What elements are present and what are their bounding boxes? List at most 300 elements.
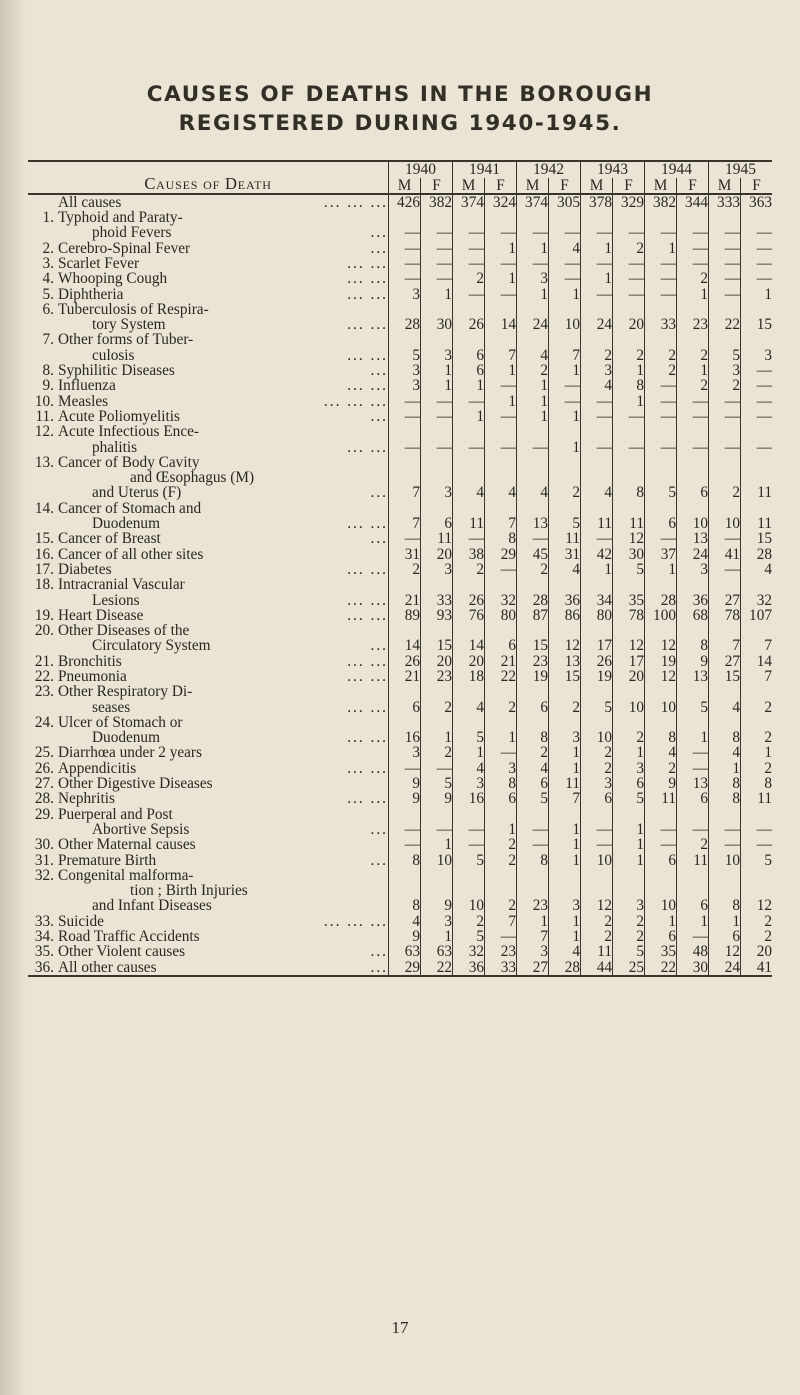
cell-1943-male: — [581,409,613,424]
cell-1942-male: 1 [517,409,549,424]
row-label-text: tion ; Birth Injuries [130,882,248,900]
cell-1942-female: 1 [549,745,581,760]
table-row [28,929,772,944]
row-label-text: Cerebro-Spinal Fever [58,239,191,257]
cell-1944-female: 2 [677,837,709,852]
cell-1940-female: — [421,761,453,776]
cell-1941-female: 21 [485,654,517,669]
cell-1943-male: 12 [581,868,613,914]
cell-1943-male: 4 [581,455,613,501]
cell-1944-male: — [645,409,677,424]
cell-1940-male: 26 [389,654,421,669]
leader-dots: ... ... [347,270,388,288]
cell-1943-male: 2 [581,914,613,929]
row-label-line [28,868,388,883]
cell-1944-male: — [645,394,677,409]
cell-1940-female: 1 [421,287,453,302]
leader-dots: ... ... [347,668,388,685]
cell-1943-male: 2 [581,332,613,363]
cell-1942-male: 23 [517,868,549,914]
row-label-text: Cancer of Breast [58,530,161,548]
cell-1942-female: 12 [549,623,581,654]
cell-1941-female: 1 [485,363,517,378]
cell-1941-male: 16 [453,791,485,806]
table-row [28,531,772,546]
table-row [28,363,772,378]
row-label-line [28,883,388,898]
cell-1944-male: 2 [645,363,677,378]
row-label-line [28,638,388,653]
cell-1943-female: 1 [613,363,645,378]
cell-1944-female: 1 [677,715,709,746]
leader-dots: ... ... ... [323,193,388,211]
row-number: 10. [34,392,54,410]
leader-dots: ... ... [347,515,388,533]
cell-1941-male: 4 [453,455,485,501]
row-label [28,776,389,791]
cell-1945-female: 32 [741,577,773,608]
cell-1944-male: 11 [645,791,677,806]
cell-1941-female: 2 [485,837,517,852]
cell-1943-male: 34 [581,577,613,608]
cell-1945-male: — [709,837,741,852]
causes-of-death-table [28,160,772,977]
cell-1940-male: 16 [389,715,421,746]
table-body [28,194,772,976]
row-label-text: Diphtheria [58,285,124,303]
cell-1943-male: 17 [581,623,613,654]
cell-1944-male: 100 [645,608,677,623]
cell-1944-female: — [677,761,709,776]
cell-1942-male: 45 [517,547,549,562]
cell-1942-female: 1 [549,914,581,929]
leader-dots: ... ... [347,377,388,395]
cell-1945-male: 78 [709,608,741,623]
column-header-1942-male: M [517,178,549,194]
cell-1944-male: 1 [645,562,677,577]
row-label-text: Scarlet Fever [58,254,140,272]
cell-1944-female: — [677,409,709,424]
column-header-year-1945: 1945 [709,161,773,178]
cell-1940-male: — [389,271,421,286]
row-number: 16. [34,545,54,563]
cell-1943-male: 3 [581,776,613,791]
cell-1944-male: 19 [645,654,677,669]
cell-1944-female: 6 [677,868,709,914]
cell-1943-female: 10 [613,684,645,715]
cell-1940-female: 5 [421,776,453,791]
row-label-line [28,623,388,638]
row-label-text: Acute Infectious Ence- [58,423,200,441]
row-label-text: Pneumonia [58,668,127,685]
row-label-text: Premature Birth [58,851,157,869]
cell-1943-female: 5 [613,944,645,959]
row-label-text: Tuberculosis of Respira- [58,300,209,318]
cell-1945-female: 1 [741,287,773,302]
row-label [28,256,389,271]
row-label [28,868,389,914]
cell-1944-female: 36 [677,577,709,608]
cell-1941-female: 324 [485,194,517,210]
cell-1942-female: — [549,394,581,409]
row-label-line [28,577,388,592]
cell-1942-male: 3 [517,271,549,286]
row-number: 5. [42,285,54,303]
cell-1941-male: 6 [453,363,485,378]
leader-dots: ... ... ... [323,392,388,410]
cell-1942-male: 1 [517,378,549,393]
cell-1944-female: 13 [677,669,709,684]
cell-1943-female: 1 [613,394,645,409]
cell-1942-male: — [517,531,549,546]
cell-1945-male: 4 [709,745,741,760]
row-label-text: tory System [92,316,166,334]
cell-1942-female: 3 [549,715,581,746]
row-number: 8. [42,362,54,380]
table-row [28,608,772,623]
cell-1943-female: — [613,271,645,286]
cell-1942-female: 1 [549,761,581,776]
cell-1942-female: 1 [549,409,581,424]
cell-1941-female: 3 [485,761,517,776]
cell-1941-male: 2 [453,914,485,929]
table-row [28,776,772,791]
cell-1944-female: — [677,394,709,409]
row-label [28,455,389,501]
cell-1944-female: 23 [677,302,709,333]
cell-1940-female: — [421,409,453,424]
cell-1940-male: 7 [389,455,421,501]
row-number: 36. [34,958,54,976]
cell-1944-male: — [645,807,677,838]
cell-1940-male: — [389,241,421,256]
cell-1943-female: 3 [613,868,645,914]
cell-1945-female: 20 [741,944,773,959]
cell-1944-male: 2 [645,332,677,363]
page-number: 17 [391,1318,409,1337]
cell-1942-female: 2 [549,455,581,501]
cell-1940-female: — [421,241,453,256]
row-label-line [28,531,388,546]
cell-1941-male: — [453,241,485,256]
table-row [28,302,772,333]
cell-1945-female: — [741,241,773,256]
cell-1941-male: — [453,424,485,455]
row-label-line [28,317,388,332]
cell-1940-male: — [389,394,421,409]
header-year-row [28,161,772,178]
row-label [28,745,389,760]
cell-1940-female: — [421,424,453,455]
row-label-text: Syphilitic Diseases [58,362,175,380]
cell-1944-female: 24 [677,547,709,562]
row-label [28,378,389,393]
cell-1941-female: — [485,424,517,455]
cell-1941-female: — [485,210,517,241]
cell-1940-male: 3 [389,378,421,393]
table-row [28,424,772,455]
cell-1943-male: — [581,807,613,838]
cell-1945-female: — [741,256,773,271]
cell-1943-male: 24 [581,302,613,333]
row-label-line [28,195,388,210]
row-label-text: Ulcer of Stomach or [58,713,183,731]
cell-1944-male: 28 [645,577,677,608]
cell-1943-female: 1 [613,807,645,838]
cell-1945-male: 8 [709,868,741,914]
cell-1940-male: 31 [389,547,421,562]
row-label-line [28,745,388,760]
row-number: 35. [34,943,54,961]
cell-1940-female: 22 [421,960,453,976]
cell-1943-female: 12 [613,531,645,546]
cell-1941-male: 5 [453,929,485,944]
row-label-line [28,730,388,745]
cell-1941-female: 6 [485,623,517,654]
cell-1941-female: 29 [485,547,517,562]
cell-1941-male: 6 [453,332,485,363]
cell-1940-female: 2 [421,684,453,715]
cell-1941-female: 1 [485,715,517,746]
cell-1945-female: — [741,394,773,409]
cell-1945-female: 3 [741,332,773,363]
row-label-line [28,256,388,271]
table-row [28,669,772,684]
row-label-text: All other causes [58,958,157,976]
cell-1944-female: 68 [677,608,709,623]
cell-1940-male: 3 [389,745,421,760]
row-label-text: Bronchitis [58,652,122,670]
cell-1940-female: 20 [421,654,453,669]
row-label [28,853,389,868]
row-number: 12. [34,423,54,441]
cell-1945-male: 12 [709,944,741,959]
cell-1942-female: 3 [549,868,581,914]
cell-1945-male: 27 [709,577,741,608]
row-label-line [28,761,388,776]
row-label [28,791,389,806]
row-label [28,944,389,959]
row-label-line [28,332,388,347]
cell-1940-female: 93 [421,608,453,623]
cell-1944-female: — [677,745,709,760]
cell-1941-male: — [453,837,485,852]
cell-1944-female: — [677,424,709,455]
cell-1942-male: 27 [517,960,549,976]
cell-1943-female: 17 [613,654,645,669]
cell-1942-female: 1 [549,424,581,455]
row-label-text: phoid Fevers [92,224,172,242]
row-label-line [28,944,388,959]
row-label-line [28,424,388,439]
row-number: 30. [34,836,54,854]
cell-1945-male: 41 [709,547,741,562]
cell-1944-male: — [645,287,677,302]
cell-1942-female: 86 [549,608,581,623]
cell-1942-female: 7 [549,332,581,363]
cell-1945-female: 363 [741,194,773,210]
cell-1942-male: — [517,837,549,852]
row-label-text: Puerperal and Post [58,805,173,823]
row-label-text: Typhoid and Paraty- [58,209,183,227]
cell-1944-male: — [645,210,677,241]
cell-1941-female: 1 [485,271,517,286]
cell-1940-male: — [389,807,421,838]
cell-1944-male: 33 [645,302,677,333]
cell-1941-male: 20 [453,654,485,669]
cell-1944-male: 1 [645,241,677,256]
row-label [28,302,389,333]
cell-1941-female: 4 [485,455,517,501]
cell-1944-male: 12 [645,623,677,654]
table-head [28,161,772,194]
leader-dots: ... ... [347,591,388,609]
cell-1941-male: 14 [453,623,485,654]
row-label-line [28,302,388,317]
cell-1941-female: 7 [485,501,517,532]
row-label-line [28,929,388,944]
row-label-line [28,593,388,608]
cell-1941-male: — [453,210,485,241]
cell-1944-female: — [677,807,709,838]
cell-1943-female: — [613,256,645,271]
cell-1944-male: 5 [645,455,677,501]
row-label-text: Heart Disease [58,606,144,624]
row-label-line [28,378,388,393]
row-number: 31. [34,851,54,869]
table-row [28,715,772,746]
row-number: 26. [34,759,54,777]
cell-1942-female: — [549,256,581,271]
cell-1944-female: 3 [677,562,709,577]
cell-1942-male: 4 [517,455,549,501]
cell-1943-female: 25 [613,960,645,976]
leader-dots: ... ... [347,759,388,777]
row-label [28,608,389,623]
cell-1941-female: — [485,745,517,760]
cell-1944-male: 6 [645,853,677,868]
cell-1943-male: 1 [581,241,613,256]
column-header-year-1940: 1940 [389,161,453,178]
row-label-text: Congenital malforma- [58,866,194,884]
column-header-1944-female: F [677,178,709,194]
cell-1940-male: 3 [389,363,421,378]
page-gutter-shadow [0,0,26,1395]
cell-1945-female: 41 [741,960,773,976]
cell-1944-male: — [645,837,677,852]
cell-1941-female: 1 [485,807,517,838]
row-number: 14. [34,499,54,517]
title-line-2: REGISTERED DURING 1940-1945. [178,111,622,136]
cell-1943-male: 2 [581,761,613,776]
table-row [28,501,772,532]
cell-1945-male: 10 [709,853,741,868]
cell-1940-male: 9 [389,776,421,791]
row-number: 23. [34,683,54,701]
cell-1944-female: 344 [677,194,709,210]
cell-1943-male: 80 [581,608,613,623]
cell-1940-male: — [389,761,421,776]
cell-1942-female: 4 [549,944,581,959]
leader-dots: ... [370,530,388,548]
cell-1944-male: 6 [645,929,677,944]
column-header-1941-male: M [453,178,485,194]
row-label-line [28,348,388,363]
row-label-line [28,684,388,699]
table-row [28,287,772,302]
leader-dots: ... ... [347,652,388,670]
cell-1942-male: 15 [517,623,549,654]
row-label-line [28,822,388,837]
cell-1945-female: — [741,271,773,286]
cell-1941-male: 26 [453,577,485,608]
cell-1942-female: 1 [549,929,581,944]
cell-1942-male: 4 [517,761,549,776]
cell-1944-male: 1 [645,914,677,929]
cell-1941-male: 374 [453,194,485,210]
row-label-line [28,562,388,577]
cell-1944-male: — [645,256,677,271]
leader-dots: ... ... [347,606,388,624]
row-label-line [28,501,388,516]
cell-1945-female: 1 [741,745,773,760]
row-label-line [28,271,388,286]
row-label-line [28,898,388,913]
cell-1943-male: 11 [581,501,613,532]
cell-1942-female: 4 [549,241,581,256]
cell-1945-female: 15 [741,531,773,546]
cell-1941-female: 14 [485,302,517,333]
cell-1941-male: 2 [453,562,485,577]
row-label-line [28,210,388,225]
row-label [28,807,389,838]
cell-1945-female: 15 [741,302,773,333]
cell-1940-female: — [421,807,453,838]
cell-1944-female: — [677,210,709,241]
table-row [28,455,772,501]
cell-1943-female: 2 [613,929,645,944]
cell-1942-female: 5 [549,501,581,532]
cell-1941-female: 8 [485,776,517,791]
cell-1944-female: 1 [677,287,709,302]
row-label [28,287,389,302]
cell-1940-female: — [421,394,453,409]
cell-1945-male: — [709,241,741,256]
cell-1942-male: 1 [517,287,549,302]
cell-1943-female: 11 [613,501,645,532]
row-label-text: and Infant Diseases [92,897,212,915]
cell-1940-male: 5 [389,332,421,363]
leader-dots: ... [370,851,388,869]
cell-1943-male: 1 [581,271,613,286]
cell-1945-female: 2 [741,929,773,944]
cell-1943-male: 5 [581,684,613,715]
cell-1942-female: 1 [549,807,581,838]
cell-1945-male: 8 [709,776,741,791]
table-row [28,562,772,577]
row-number: 27. [34,775,54,793]
leader-dots: ... [370,224,388,242]
row-number: 24. [34,713,54,731]
cell-1941-male: 76 [453,608,485,623]
cell-1944-female: 11 [677,853,709,868]
cell-1945-male: — [709,271,741,286]
cell-1942-female: — [549,271,581,286]
cell-1942-male: 3 [517,944,549,959]
cell-1944-male: 10 [645,684,677,715]
cell-1943-female: 20 [613,302,645,333]
cell-1945-male: — [709,562,741,577]
